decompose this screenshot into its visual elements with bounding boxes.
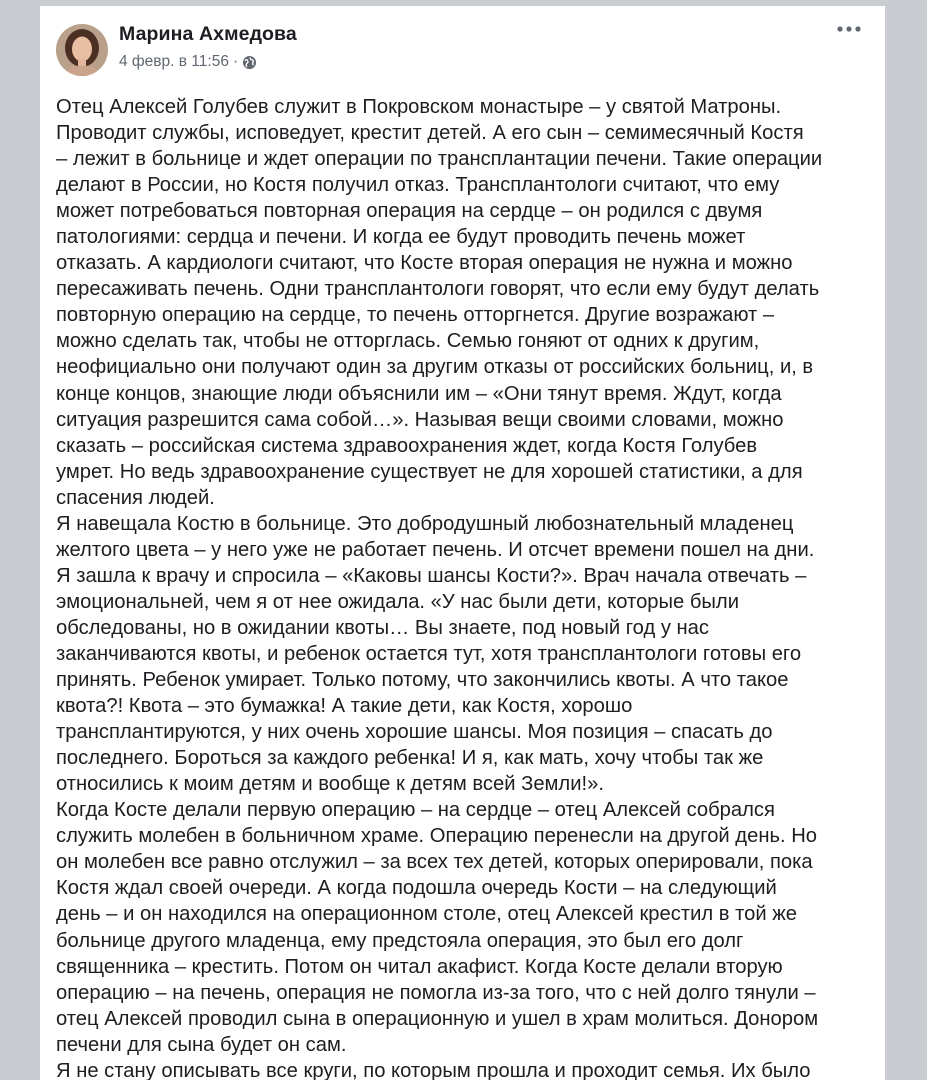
post-text-line: – лежит в больнице и ждет операции по трансплантации печени. Такие операции	[56, 148, 823, 171]
post-text-line: конце концов, знающие люди объяснили им – «Они тянут время. Ждут, когда	[56, 382, 782, 405]
post-timestamp[interactable]: 4 февр. в 11:56	[119, 53, 229, 70]
post-text-line: обследованы, но в ожидании квоты… Вы знаете, под новый год у нас	[56, 616, 710, 639]
post-text-line: сказать – российская система здравоохранения ждет, когда Костя Голубев	[56, 434, 758, 457]
post-text-line: операцию – на печень, операция не помогла из-за того, что с ней долго тянули –	[56, 981, 816, 1004]
post-text-line: Отец Алексей Голубев служит в Покровском монастыре – у святой Матроны.	[56, 96, 782, 118]
globe-icon[interactable]	[242, 55, 257, 70]
post-meta	[119, 53, 257, 71]
post-text-line: патологиями: сердца и печени. И когда ее будут проводить печень может	[56, 226, 746, 249]
post-text-line: больнице другого младенца, ему предстояла операция, это был его долг	[56, 929, 744, 952]
avatar-photo	[56, 24, 108, 76]
post-text-line: эмоциональней, чем я от нее ожидала. «У нас были дети, которые были	[56, 590, 739, 613]
post-card	[40, 6, 885, 1080]
post-text-line: спасения людей.	[56, 486, 215, 509]
post-text-line: ситуация разрешится сама собой…». Называя вещи своими словами, можно	[56, 408, 784, 431]
post-text-line: можно сделать так, чтобы не отторглась. Семью гоняют от одних к другим,	[56, 330, 760, 353]
meta-separator: ·	[232, 53, 239, 70]
author-avatar[interactable]	[56, 24, 108, 76]
post-text-line: печени для сына будет он сам.	[56, 1033, 347, 1056]
post-text-line: трансплантируются, у них очень хорошие шансы. Моя позиция – спасать до	[56, 721, 773, 744]
author-name[interactable]: Марина Ахмедова	[119, 23, 297, 45]
post-text-line: служить молебен в больничном храме. Операцию перенесли на другой день. Но	[56, 825, 818, 848]
post-text-line: последнего. Бороться за каждого ребенка! И я, как мать, хочу чтобы так же	[56, 747, 764, 770]
post-text-line: Проводит службы, исповедует, крестит детей. А его сын – семимесячный Костя	[56, 122, 804, 145]
post-text-line: Костя ждал своей очереди. А когда подошла очередь Кости – на следующий	[56, 877, 777, 900]
post-text-line: относились к моим детям и вообще к детям всей Земли!».	[56, 773, 604, 796]
post-text-line: Когда Косте делали первую операцию – на сердце – отец Алексей собрался	[56, 799, 775, 822]
post-text-line: делают в России, но Костя получил отказ. Трансплантологи считают, что ему	[56, 174, 780, 197]
post-text-line: принять. Ребенок умирает. Только потому, что закончились квоты. А что такое	[56, 669, 789, 692]
post-text-line: отказать. А кардиологи считают, что Косте вторая операция не нужна и можно	[56, 252, 793, 275]
post-text-line: Я навещала Костю в больнице. Это добродушный любознательный младенец	[56, 512, 794, 535]
more-options-icon[interactable]	[835, 20, 863, 38]
post-text-line: день – и он находился на операционном столе, отец Алексей крестил в той же	[56, 903, 797, 926]
post-text-line: пересаживать печень. Одни трансплантологи говорят, что если ему будут делать	[56, 278, 820, 301]
post-text-line: Я зашла к врачу и спросила – «Каковы шансы Кости?». Врач начала отвечать –	[56, 564, 807, 587]
post-text-line: желтого цвета – у него уже не работает печень. И отсчет времени пошел на дни.	[56, 538, 815, 561]
post-text-line: отец Алексей проводил сына в операционную и ушел в храм молиться. Донором	[56, 1007, 819, 1030]
post-text-line: квота?! Квота – это бумажка! А такие дети, как Костя, хорошо	[56, 695, 633, 718]
post-header	[40, 6, 885, 86]
post-text-line: повторную операцию на сердце, то печень отторгнется. Другие возражают –	[56, 304, 775, 327]
post-body	[56, 94, 881, 1080]
post-text-line: он молебен все равно отслужил – за всех тех детей, которых оперировали, пока	[56, 851, 813, 874]
post-text-line: священника – крестить. Потом он читал акафист. Когда Косте делали вторую	[56, 955, 783, 978]
post-text-line: может потребоваться повторная операция на сердце – он родился с двумя	[56, 200, 763, 223]
post-text-line: Я не стану описывать все круги, по которым прошла и проходит семья. Их было	[56, 1059, 811, 1080]
post-text-line: умрет. Но ведь здравоохранение существует не для хорошей статистики, а для	[56, 460, 803, 483]
post-text-line: неофициально они получают один за другим отказы от российских больниц, и, в	[56, 356, 814, 379]
post-text-line: заканчиваются квоты, и ребенок остается тут, хотя трансплантологи готовы его	[56, 642, 802, 665]
